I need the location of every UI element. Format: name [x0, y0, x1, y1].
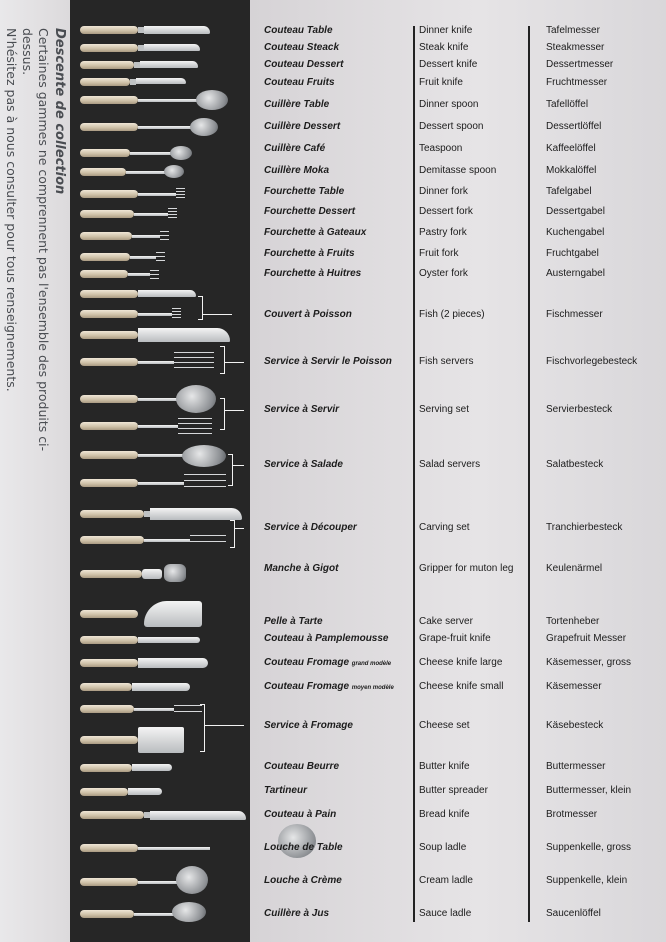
french-name-text: Tartineur: [264, 785, 307, 796]
french-name: [264, 563, 338, 574]
english-name: Fish (2 pieces): [419, 309, 485, 320]
german-name: Käsebesteck: [546, 720, 604, 731]
german-name: Saucenlöffel: [546, 908, 601, 919]
product-row: [0, 908, 666, 924]
english-name: Soup ladle: [419, 842, 467, 853]
french-name: [264, 761, 339, 772]
english-name: Grape-fruit knife: [419, 633, 491, 644]
french-name: [264, 268, 361, 279]
french-name-text: Couteau Dessert: [264, 59, 344, 70]
product-row: [0, 785, 666, 801]
german-name: Suppenkelle, gross: [546, 842, 632, 853]
product-row: [0, 121, 666, 137]
french-name: [264, 143, 325, 154]
french-name: [264, 875, 342, 886]
product-row: [0, 186, 666, 202]
german-name: Tafellöffel: [546, 99, 589, 110]
product-row: [0, 206, 666, 222]
german-name: Käsemesser, gross: [546, 657, 632, 668]
french-name-text: Couteau Fruits: [264, 77, 335, 88]
french-name-text: Service à Découper: [264, 522, 357, 533]
german-name: Grapefruit Messer: [546, 633, 627, 644]
product-row: [0, 268, 666, 284]
french-name: [264, 186, 344, 197]
german-name: Tranchierbesteck: [546, 522, 623, 533]
german-name: Suppenkelle, klein: [546, 875, 628, 886]
french-name-text: Cuillère Café: [264, 143, 326, 154]
german-name: Dessertlöffel: [546, 121, 602, 132]
french-name: [264, 248, 355, 259]
english-name: Gripper for muton leg: [419, 563, 514, 574]
french-name-text: Couteau Fromage: [264, 681, 350, 692]
english-name: Fish servers: [419, 356, 474, 367]
french-name-text: Couteau à Pamplemousse: [264, 633, 389, 644]
german-name: Salatbesteck: [546, 459, 604, 470]
size-note: moyen modèle: [351, 685, 394, 691]
size-note: grand modèle: [351, 661, 392, 667]
english-name: Pastry fork: [419, 227, 467, 238]
french-name: [264, 657, 391, 668]
english-name: Fruit knife: [419, 77, 463, 88]
english-name: Dessert spoon: [419, 121, 484, 132]
caption-line-2: N'hésitez pas à nous consulter pour tous renseignements.: [4, 28, 19, 392]
french-name: [264, 206, 355, 217]
french-name: [264, 227, 366, 238]
german-name: Austerngabel: [546, 268, 605, 279]
french-name-text: Couteau à Pain: [264, 809, 337, 820]
french-name-text: Pelle à Tarte: [264, 616, 323, 627]
german-name: Kuchengabel: [546, 227, 605, 238]
english-name: Cake server: [419, 616, 473, 627]
french-name: [264, 681, 394, 692]
german-name: Dessertmesser: [546, 59, 614, 70]
german-name: Mokkalöffel: [546, 165, 597, 176]
french-name-text: Service à Servir: [264, 404, 340, 415]
german-name: Tortenheber: [546, 616, 600, 627]
english-name: Oyster fork: [419, 268, 468, 279]
french-name-text: Cuillère Dessert: [264, 121, 341, 132]
french-name-text: Service à Servir le Poisson: [264, 356, 392, 367]
product-row: [0, 875, 666, 891]
german-name: Kaffeelöffel: [546, 143, 596, 154]
product-row: [0, 25, 666, 41]
german-name: Fruchtgabel: [546, 248, 599, 259]
english-name: Fruit fork: [419, 248, 459, 259]
product-row: [0, 143, 666, 159]
french-name-text: Fourchette Dessert: [264, 206, 356, 217]
english-name: Cream ladle: [419, 875, 473, 886]
english-name: Dinner fork: [419, 186, 468, 197]
english-name: Sauce ladle: [419, 908, 472, 919]
english-name: Cheese knife large: [419, 657, 503, 668]
english-name: Butter spreader: [419, 785, 488, 796]
english-name: Dessert fork: [419, 206, 473, 217]
product-row: [0, 681, 666, 697]
french-name-text: Couvert à Poisson: [264, 309, 352, 320]
english-name: Teaspoon: [419, 143, 463, 154]
product-row: [0, 99, 666, 115]
product-row: [0, 809, 666, 825]
product-row: [0, 165, 666, 181]
french-name-text: Louche de Table: [264, 842, 343, 853]
product-row: [0, 563, 666, 579]
french-name-text: Fourchette à Gateaux: [264, 227, 367, 238]
french-name: [264, 25, 333, 36]
product-row: [0, 77, 666, 93]
french-name: [264, 404, 339, 415]
french-name-text: Cuillère à Jus: [264, 908, 330, 919]
german-name: Brotmesser: [546, 809, 598, 820]
french-name: [264, 42, 339, 53]
french-name: [264, 842, 343, 853]
french-name: [264, 309, 352, 320]
product-row: [0, 404, 666, 420]
english-name: Dinner spoon: [419, 99, 479, 110]
english-name: Steak knife: [419, 42, 469, 53]
french-name: [264, 908, 329, 919]
product-row: [0, 227, 666, 243]
product-row: [0, 248, 666, 264]
french-name: [264, 356, 392, 367]
french-name: [264, 121, 340, 132]
english-name: Cheese set: [419, 720, 470, 731]
product-row: [0, 657, 666, 673]
german-name: Keulenärmel: [546, 563, 603, 574]
english-name: Dessert knife: [419, 59, 478, 70]
french-name: [264, 99, 329, 110]
french-name-text: Cuillère Table: [264, 99, 330, 110]
french-name: [264, 459, 343, 470]
french-name-text: Couteau Table: [264, 25, 333, 36]
english-name: Salad servers: [419, 459, 481, 470]
french-name: [264, 720, 353, 731]
german-name: Dessertgabel: [546, 206, 605, 217]
french-name-text: Louche à Crème: [264, 875, 342, 886]
english-name: Dinner knife: [419, 25, 473, 36]
french-name-text: Cuillère Moka: [264, 165, 330, 176]
french-name-text: Service à Fromage: [264, 720, 353, 731]
german-name: Tafelmesser: [546, 25, 600, 36]
english-name: Cheese knife small: [419, 681, 504, 692]
product-row: [0, 356, 666, 372]
product-row: [0, 59, 666, 75]
product-row: [0, 633, 666, 649]
french-name: [264, 785, 307, 796]
french-name: [264, 522, 357, 533]
english-name: Carving set: [419, 522, 470, 533]
german-name: Buttermesser: [546, 761, 606, 772]
caption-line-1: Certaines gammes ne comprennent pas l'ensemble des produits ci-dessus.: [20, 28, 51, 452]
french-name-text: Fourchette à Huitres: [264, 268, 362, 279]
french-name: [264, 165, 329, 176]
german-name: Steakmesser: [546, 42, 605, 53]
product-row: [0, 616, 666, 632]
french-name: [264, 633, 388, 644]
german-name: Käsemesser: [546, 681, 602, 692]
german-name: Tafelgabel: [546, 186, 592, 197]
english-name: Demitasse spoon: [419, 165, 497, 176]
product-row: [0, 761, 666, 777]
french-name: [264, 59, 343, 70]
product-row: [0, 309, 666, 325]
product-row: [0, 720, 666, 736]
caption-title: Descente de collection: [52, 28, 67, 195]
product-row: [0, 842, 666, 858]
french-name-text: Fourchette Table: [264, 186, 345, 197]
product-row: [0, 522, 666, 538]
german-name: Fischmesser: [546, 309, 603, 320]
english-name: Bread knife: [419, 809, 470, 820]
german-name: Fischvorlegebesteck: [546, 356, 638, 367]
french-name-text: Couteau Steack: [264, 42, 340, 53]
product-row: [0, 42, 666, 58]
french-name: [264, 77, 335, 88]
german-name: Buttermesser, klein: [546, 785, 632, 796]
french-name-text: Service à Salade: [264, 459, 343, 470]
french-name-text: Couteau Fromage: [264, 657, 350, 668]
french-name: [264, 809, 336, 820]
french-name-text: Fourchette à Fruits: [264, 248, 355, 259]
french-name-text: Couteau Beurre: [264, 761, 340, 772]
english-name: Butter knife: [419, 761, 470, 772]
french-name: [264, 616, 323, 627]
german-name: Servierbesteck: [546, 404, 613, 415]
product-row: [0, 459, 666, 475]
english-name: Serving set: [419, 404, 470, 415]
french-name-text: Manche à Gigot: [264, 563, 339, 574]
german-name: Fruchtmesser: [546, 77, 608, 88]
